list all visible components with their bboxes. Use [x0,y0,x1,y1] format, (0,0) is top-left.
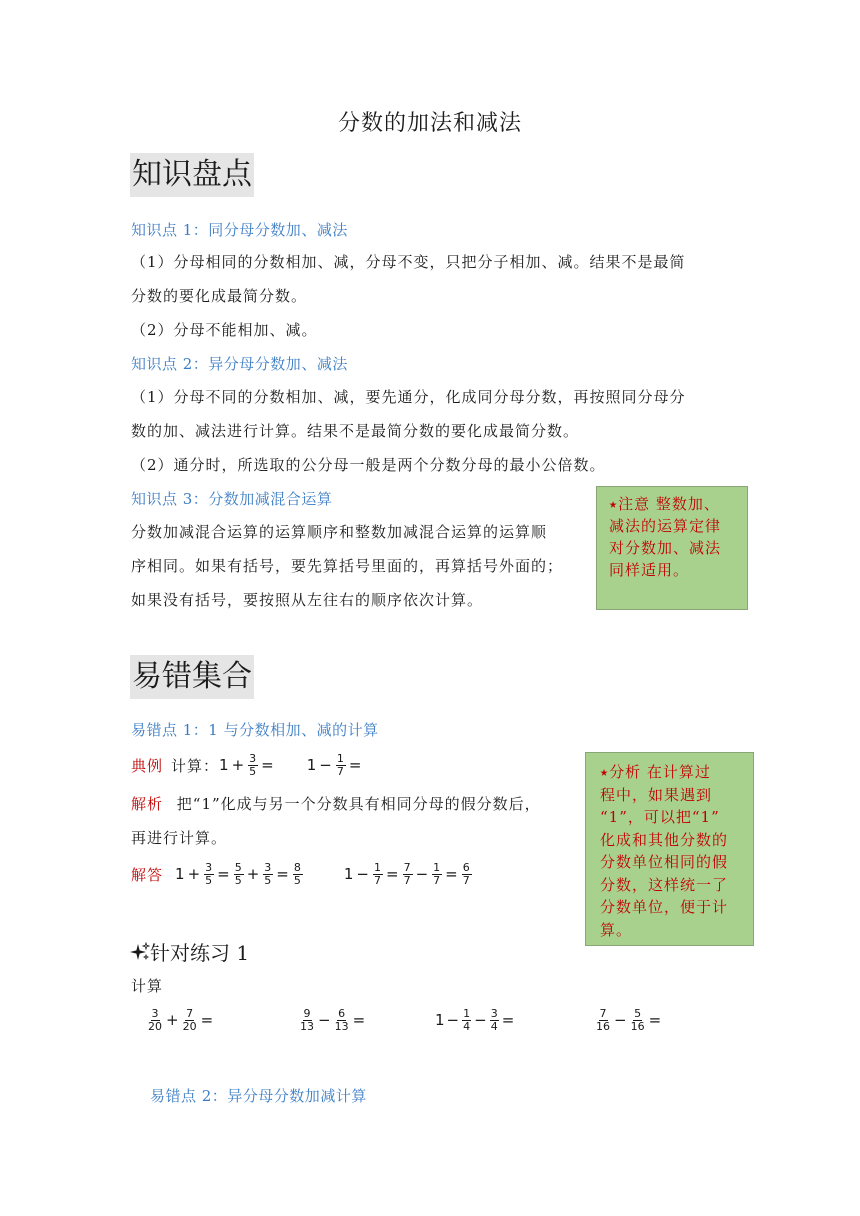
note-box-analysis [585,752,754,946]
example-row [131,753,364,778]
note-tip-line-2: 减法的运算定律 [609,517,722,535]
note-analysis-line-2: 程中，如果遇到 [600,785,713,804]
answer-row [131,862,473,887]
note-analysis-line-5: 分数单位相同的假 [600,853,729,871]
example-expr-2: 1 − $\frac{1}{7}$ = [306,752,363,778]
kp3-line-2: 序相同。如果有括号，要先算括号里面的，再算括号外面的； [131,557,564,575]
note-analysis-line-8: 算。 [600,920,633,939]
knowledge-point-2-label: 知识点 2：异分母分数加、减法 [131,355,348,373]
knowledge-point-3-label: 知识点 3：分数加减混合运算 [131,490,333,508]
note-tip-line-1: ⭑注意 整数加、 [609,495,720,513]
note-tip-line-3: 对分数加、减法 [609,539,722,557]
exercise-3: 1 − $\frac{1}{4}$ − $\frac{3}{4}$ = [435,1007,515,1033]
example-tag: 典例 [131,756,164,775]
exercise-2: $\frac{9}{13}$ − $\frac{6}{13}$ = [300,1007,366,1033]
sparkle-icon [130,942,150,962]
note-analysis-line-6: 分数，这样统一了 [600,875,729,894]
exercise-1: $\frac{3}{20}$ + $\frac{7}{20}$ = [148,1007,214,1033]
note-analysis-line-7: 分数单位，便于计 [600,898,729,916]
kp1-line-3: （2）分母不能相加、减。 [131,321,318,339]
section-heading-knowledge: 知识盘点 [130,153,254,197]
note-box-tip [596,486,748,610]
analysis-tag: 解析 [131,795,164,813]
example-expr-1: 1 + $\frac{3}{5}$ = [219,752,275,778]
kp2-line-3: （2）通分时，所选取的公分母一般是两个分数分母的最小公倍数。 [131,456,606,474]
analysis-line-2: 再进行计算。 [131,829,228,847]
kp2-line-1: （1）分母不同的分数相加、减，要先通分，化成同分母分数，再按照同分母分 [131,388,686,406]
kp2-line-2: 数的加、减法进行计算。结果不是最简分数的要化成最简分数。 [131,422,580,440]
practice-title: 针对练习 1 [150,941,250,965]
kp1-line-2: 分数的要化成最简分数。 [131,287,308,305]
practice-instruction: 计算 [131,977,164,995]
kp1-line-1: （1）分母相同的分数相加、减，分母不变，只把分子相加、减。结果不是最简 [131,253,686,271]
note-analysis-line-3: “1”，可以把“1” [600,808,720,826]
note-analysis-line-1: ⭑分析 在计算过 [600,763,711,781]
section-heading-mistakes: 易错集合 [130,655,254,699]
analysis-line-1: 把“1”化成与另一个分数具有相同分母的假分数后， [176,795,541,813]
page-title: 分数的加法和减法 [337,111,522,136]
note-analysis-line-4: 化成和其他分数的 [600,830,729,849]
error-point-1-label: 易错点 1：1 与分数相加、减的计算 [131,721,379,739]
knowledge-point-1-label: 知识点 1：同分母分数加、减法 [131,221,348,239]
answer-tag: 解答 [131,865,164,884]
practice-title-row [130,937,249,966]
kp3-line-1: 分数加减混合运算的运算顺序和整数加减混合运算的运算顺 [131,523,548,541]
answer-expr-2: 1 − $\frac{1}{7}$ = $\frac{7}{7}$ − $\frac{1}{7}$ = $\frac{6}{7}$ [343,861,471,887]
analysis-row [131,794,541,814]
example-text: 计算： [171,756,220,775]
exercise-4: $\frac{7}{16}$ − $\frac{5}{16}$ = [596,1007,662,1033]
note-tip-line-4: 同样适用。 [609,561,690,579]
error-point-2-label: 易错点 2：异分母分数加减计算 [150,1087,367,1105]
kp3-line-3: 如果没有括号，要按照从左往右的顺序依次计算。 [131,591,484,609]
answer-expr-1: 1 + $\frac{3}{5}$ = $\frac{5}{5}$ + $\frac{3}{5}$ = $\frac{8}{5}$ [175,861,302,887]
